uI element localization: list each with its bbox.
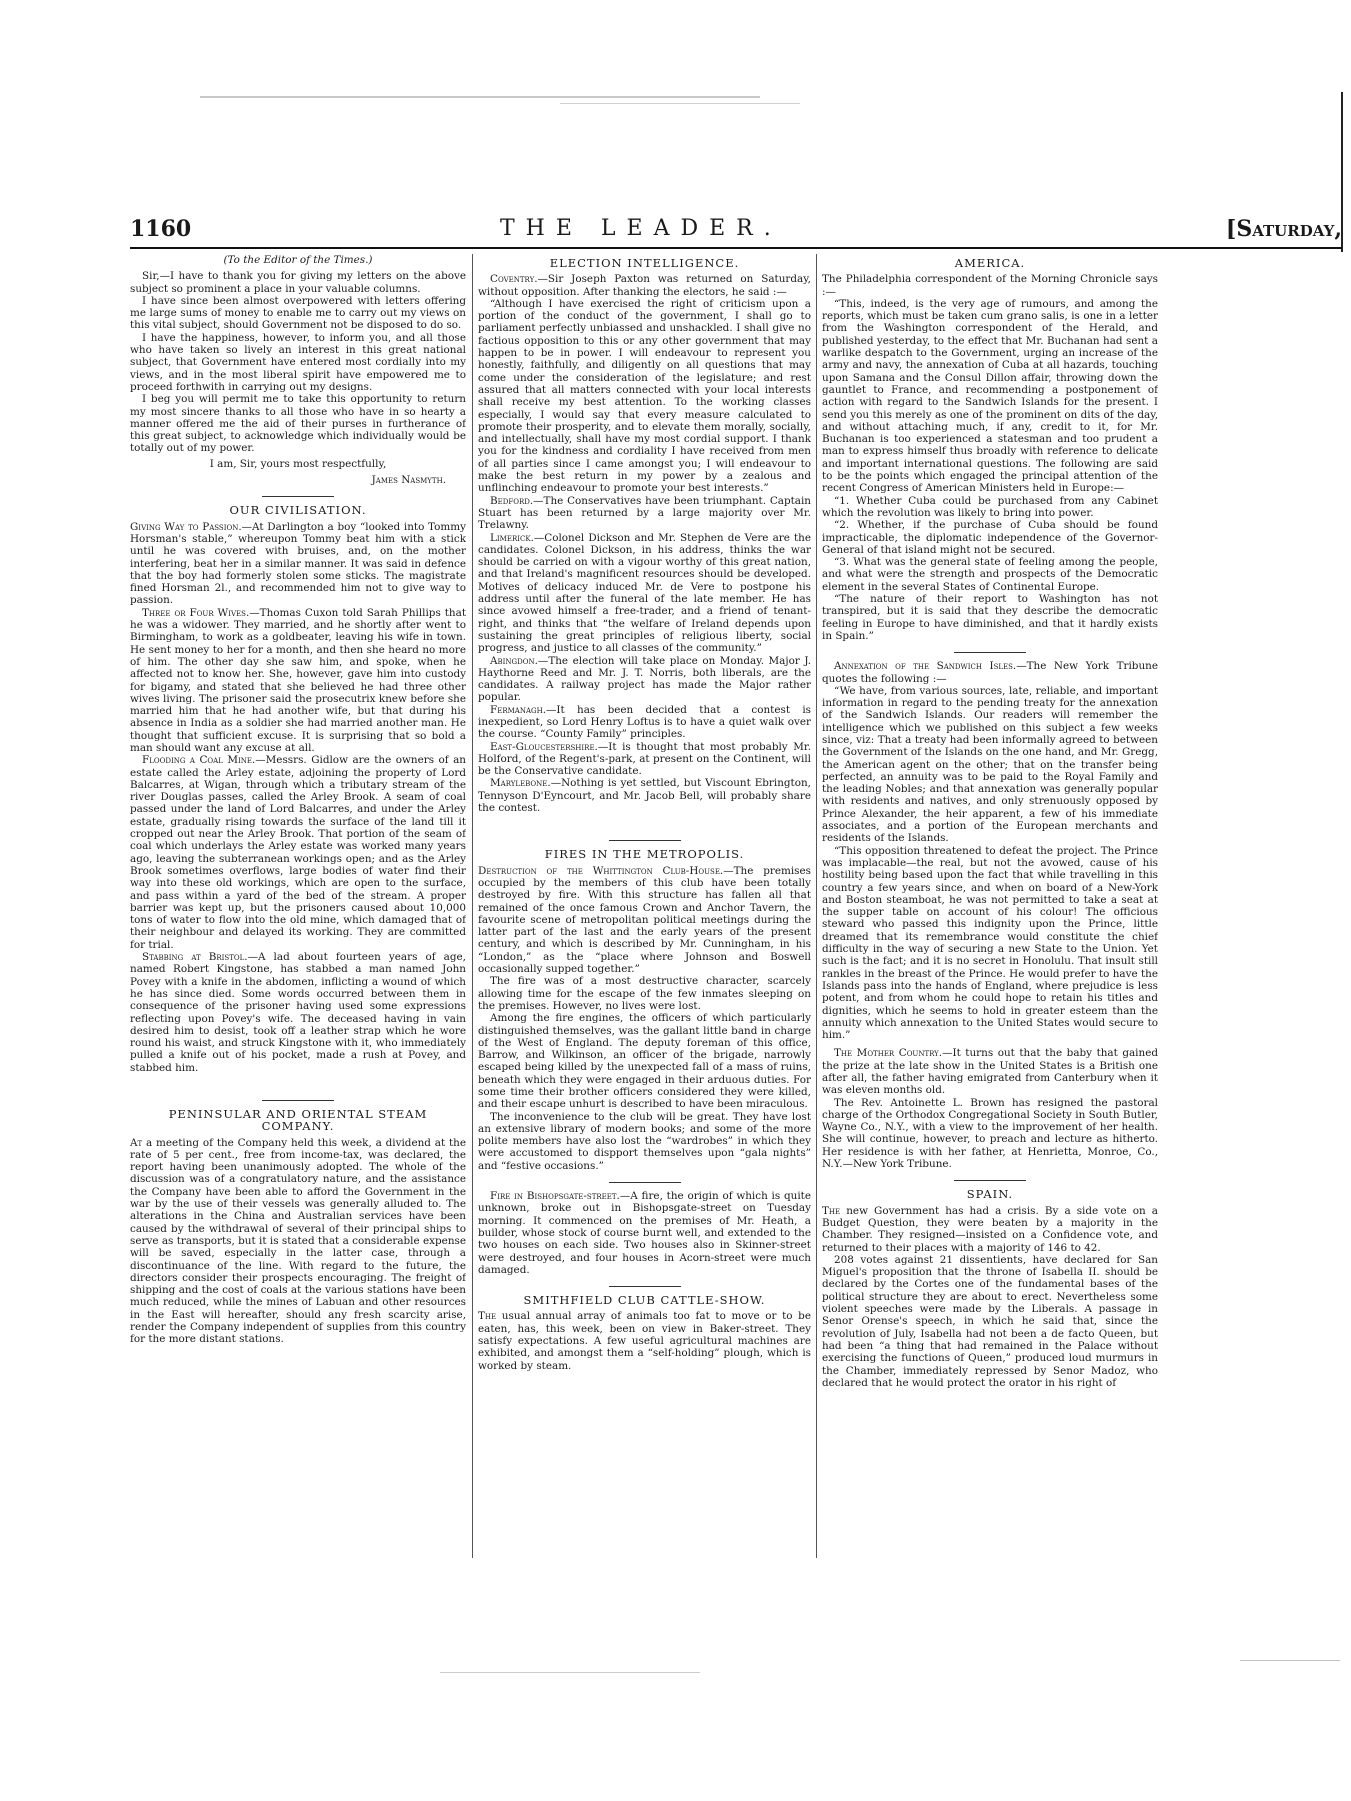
quoted-paragraph: “2. Whether, if the purchase of Cuba should be found impracticable, the diplomatic independence of the Governor-General of that island might not be secured. <box>822 519 1158 556</box>
letter-signature: James Nasmyth. <box>371 474 446 487</box>
paragraph-lead: Fire in Bishopsgate-street. <box>490 1190 620 1203</box>
section-rule <box>954 652 1026 653</box>
section-heading: OUR CIVILISATION. <box>229 503 367 518</box>
quoted-paragraph: “1. Whether Cuba could be purchased from any Cabinet which the revolution was likely to bring into power. <box>822 494 1158 519</box>
letter-paragraph: Sir,—I have to thank you for giving my letters on the above subject so prominent a place in your valuable columns. <box>130 270 466 295</box>
article-paragraph <box>478 495 811 532</box>
article-paragraph: The Rev. Antoinette L. Brown has resigned the pastoral charge of the Orthodox Congregational Society in South Butler, Wayne Co., N.Y., with a view to the improvement of her health. She will continue, however, to preach and lecture as hitherto. Her residence is with her father, at Henrietta, Monroe, Co., N.Y.—New York Tribune. <box>822 1096 1158 1171</box>
article-paragraph <box>130 521 466 607</box>
paragraph-body: —Nothing is yet settled, but Viscount Ebrington, Tennyson D'Eyncourt, and Mr. Jacob Bell, will probably share the contest. <box>478 777 811 815</box>
paragraph-lead: The Mother Country. <box>834 1047 943 1060</box>
paragraph-body: —At Darlington a boy “looked into Tommy Horsman's stable,” whereupon Tommy beat him with a stick until he was covered with bruises, and, on the mother interfering, beat her in a similar manner. It was said in defence that the boy had formerly stolen some sticks. The magistrate fined Horsman 2l., and recommended him not to give way to passion. <box>130 520 466 607</box>
paragraph-lead: East-Gloucestershire. <box>490 740 598 753</box>
paragraph-body: usual annual array of animals too fat to move or to be eaten, has, this week, been on view in Baker-street. They satisfy expectations. A few useful agricultural machines are exhibited, and amongst them a “self-holding” plough, which is worked by steam. <box>478 1310 811 1372</box>
article-paragraph <box>478 704 811 741</box>
paragraph-lead: At <box>130 1136 143 1149</box>
quoted-speech: “Although I have exercised the right of criticism upon a portion of the conduct of the government, I shall go to parliament perfectly unbiassed and unshackled. I shall give no factious opposition to this or any other government that may happen to be in power. I will endeavour to represent you honestly, faithfully, and diligently on all questions that may come under the consideration of the legislature; and rest assured that all matters connected with your local interests shall receive my best attention. To the working classes especially, I would say that every measure calculated to promote their prosperity, and to elevate them morally, socially, and intellectually, shall have my most cordial support. I thank you for the kindness and cordiality I have received from men of all parties since I came amongst you; I will endeavour to make the best return in my power by a zealous and unflinching endeavour to promote your best interests.” <box>478 297 811 495</box>
article-paragraph <box>478 741 811 778</box>
letter-paragraph: I beg you will permit me to take this opportunity to return my most sincere thanks to all those who have in so hearty a manner offered me the aid of their purses in furtherance of this great subject, to acknowledge which individually would be totally out of my power. <box>130 393 466 455</box>
paragraph-body: —Thomas Cuxon told Sarah Phillips that he was a widower. They married, and he shortly after went to Birmingham, to work as a goldbeater, leaving his wife in town. He sent money to her for a month, and then she heard no more of him. The other day she saw him, and spoke, when he affected not to know her. She, however, gave him into custody for bigamy, and stated that she believed he had three other wives living. The prisoner said the prosecutrix knew before she married him that he had another wife, but that during his absence in India as a soldier she had married another man. He thought that sufficient excuse. It is surprising that so bold a man should want any excuse at all. <box>130 606 466 754</box>
paragraph-body: —It has been decided that a contest is inexpedient, so Lord Henry Loftus is to have a quiet walk over the course. “County Family” principles. <box>478 703 811 741</box>
article-paragraph: The inconvenience to the club will be great. They have lost an extensive library of modern books; and some of the more polite members have also lost the “wardrobes” in which they were accustomed to dispport themselves upon “gala nights” and “festive occasions.” <box>478 1110 811 1172</box>
paragraph-lead: Stabbing at Bristol. <box>142 951 248 964</box>
section-rule <box>609 840 681 841</box>
paragraph-lead: Marylebone. <box>490 777 551 790</box>
section-heading: PENINSULAR AND ORIENTAL STEAM COMPANY. <box>168 1107 428 1134</box>
paragraph-lead: Giving Way to Passion. <box>130 520 242 533</box>
article-paragraph <box>478 655 811 704</box>
article-paragraph <box>130 607 466 755</box>
quoted-paragraph: “This opposition threatened to defeat the project. The Prince was implacable—the real, but not the avowed, cause of his hostility being based upon the fact that while travelling in this country a few years since, and when on board of a New-York and Boston steamboat, he was not permitted to take a seat at the supper table on account of his colour! The officious steward who passed this indignity upon the Prince, little dreamed that its remembrance would constitute the chief difficulty in the way of securing a new State to the Union. Yet such is the fact; and it is no secret in Honolulu. That insult still rankles in the breast of the Prince. He would prefer to have the Islands pass into the hands of England, where prejudice is less potent, and from whom he could hope to retain his titles and dignities, which he seems to hold in greater esteem than the annuity which annexation to the United States would secure to him.” <box>822 844 1158 1042</box>
letter-paragraph: I have the happiness, however, to inform you, and all those who have taken so lively an interest in this great national subject, that Government have entered most cordially into my views, and in the most liberal spirit have empowered me to proceed forthwith in carrying out my designs. <box>130 331 466 393</box>
quoted-paragraph: “3. What was the general state of feeling among the people, and what were the strength and prospects of the Democratic element in the several States of Continental Europe. <box>822 556 1158 593</box>
article-paragraph <box>478 532 811 655</box>
paragraph-body: —The New York Tribune quotes the following :— <box>822 660 1158 685</box>
article-paragraph: Among the fire engines, the officers of which particularly distinguished themselves, was the gallant little band in charge of the West of England. The deputy foreman of this office, Barrow, and Wilkinson, an officer of the brigade, narrowly escaped being killed by the unexpected fall of a mass of ruins, beneath which they were engaged in their arduous duties. For some time their brother officers considered they were killed, and their escape unhurt is described to have been miraculous. <box>478 1012 811 1111</box>
article-paragraph <box>478 1190 811 1276</box>
section-heading: SPAIN. <box>966 1187 1014 1202</box>
article-paragraph <box>478 777 811 814</box>
paragraph-body: new Government has had a crisis. By a side vote on a Budget Question, they were beaten by a majority in the Chamber. They resigned—insisted on a Confidence vote, and returned to their places with a majority of 146 to 42. <box>822 1204 1158 1254</box>
paragraph-lead: Fermanagh. <box>490 703 546 716</box>
column-divider <box>816 254 817 1558</box>
paragraph-lead: Annexation of the Sandwich Isles. <box>834 660 1017 673</box>
article-paragraph: The fire was of a most destructive character, scarcely allowing time for the escape of the few inmates sleeping on the premises. However, no lives were lost. <box>478 975 811 1012</box>
paragraph-body: —The premises occupied by the members of this club have been totally destroyed by fire. With this structure has fallen all that remained of the once famous Crown and Anchor Tavern, the favourite scene of metropolitan political meetings during the latter part of the last and the early years of the present century, and which is described by Mr. Cunningham, in his “London,” as the “place where Johnson and Boswell occasionally supped together.” <box>478 864 811 976</box>
article-paragraph <box>822 1047 1158 1096</box>
article-paragraph: The Philadelphia correspondent of the Morning Chronicle says :— <box>822 273 1158 298</box>
paragraph-lead: The <box>822 1204 841 1217</box>
quoted-paragraph: “The nature of their report to Washington has not transpired, but it is said that they describe the democratic feeling in Europe to have diminished, and that it hardly exists in Spain.” <box>822 593 1158 642</box>
article-paragraph <box>130 951 466 1074</box>
section-rule <box>262 1100 334 1101</box>
masthead <box>130 216 1342 246</box>
page-number: 1160 <box>130 216 192 242</box>
paragraph-body: —A lad about fourteen years of age, named Robert Kingstone, has stabbed a man named John Povey with a knife in the abdomen, inflicting a wound of which he has since died. Some words occurred between them in consequence of the prisoner having used some expressions reflecting upon Povey's wife. The deceased having in vain desired him to desist, took off a leather strap which he wore round his waist, and struck Kingstone with it, who immediately pulled a knife out of his pocket, made a rush at Povey, and stabbed him. <box>130 951 466 1074</box>
masthead-rule <box>130 247 1342 249</box>
section-rule <box>609 1286 681 1287</box>
paragraph-lead: The <box>478 1310 497 1323</box>
scan-smudge <box>200 96 760 98</box>
scan-smudge <box>560 103 800 104</box>
section-heading: FIRES IN THE METROPOLIS. <box>544 847 745 862</box>
column-2 <box>478 254 811 1564</box>
paragraph-body: —Colonel Dickson and Mr. Stephen de Vere are the candidates. Colonel Dickson, in his address, thinks the war should be carried on with a vigour worthy of this great nation, and that Ireland's magnificent resources should be developed. Motives of delicacy induced Mr. de Vere to postpone his address until after the funeral of the late member. He has since avowed himself a free-trader, and a friend of tenant-right, and thinks that “the welfare of Ireland depends upon sustaining the great principles of religious liberty, social progress, and justice to all classes of the community.” <box>478 531 811 655</box>
section-heading: AMERICA. <box>954 256 1026 270</box>
paragraph-body: —A fire, the origin of which is quite unknown, broke out in Bishopsgate-street on Tuesday morning. It commenced on the premises of Mr. Heath, a builder, whose stock of course burnt well, and extended to the two houses on each side. Two houses also in Skinner-street were destroyed, and four houses in Acorn-street were much damaged. <box>478 1190 811 1276</box>
article-paragraph: 208 votes against 21 dissentients, have declared for San Miguel's proposition that the throne of Isabella II. should be declared by the Cortes one of the fundamental bases of the political structure they are about to erect. Nevertheless some violent speeches were made by the Liberals. A passage in Senor Orense's speech, in which he said that, since the revolution of July, Isabella had not been a de facto Queen, but had been “a thing that had remained in the Palace without exercising the functions of Queen,” produced loud murmurs in the Chamber, immediately repressed by Senor Madoz, who declared that he would protect the orator in his right of <box>822 1253 1158 1389</box>
letter-paragraph: I have since been almost overpowered with letters offering me large sums of money to enable me to carry out my views on this vital subject, should Government not be disposed to do so. <box>130 294 466 332</box>
paragraph-lead: Abingdon. <box>490 654 538 667</box>
letter-close: I am, Sir, yours most respectfully, <box>209 457 387 470</box>
letter-intro: (To the Editor of the Times.) <box>223 254 373 266</box>
article-paragraph <box>130 1137 466 1346</box>
paragraph-body: —Messrs. Gidlow are the owners of an estate called the Arley estate, adjoining the property of Lord Balcarres, at Wigan, through which a tributary stream of the river Douglas passes, called the Arley Brook. A seam of coal passed under the land of Lord Balcarres, and under the Arley estate, gradually rising towards the surface of the land till it cropped out near the Arley Brook. That portion of the seam of coal which underlays the Arley estate was worked many years ago, leaving the subterranean workings open; and as the Arley Brook sometimes overflows, large bodies of water find their way into these old workings, which are open to the surface, and pass within a yard of the bed of the stream. A proper barrier was kept up, but the prisoners caused about 10,000 tons of water to flow into the old mine, which damaged that of their neighbour and delayed its working. They are committed for trial. <box>130 754 466 951</box>
paragraph-lead: Coventry. <box>490 273 538 286</box>
section-rule <box>954 1180 1026 1181</box>
article-paragraph <box>478 273 811 298</box>
paragraph-lead: Flooding a Coal Mine. <box>142 754 256 767</box>
scan-smudge <box>440 1672 700 1673</box>
column-3 <box>822 254 1158 1564</box>
article-paragraph <box>822 1205 1158 1254</box>
quoted-paragraph: “We have, from various sources, late, reliable, and important information in regard to the pending treaty for the annexation of the Sandwich Islands. Our readers will remember the intelligence which we published on this subject a few weeks since, viz: That a treaty had been informally agreed to between the Government of the Islands on the one hand, and Mr. Gregg, the American agent on the other; that on the transfer being perfected, an annuity was to be paid to the Royal Family and the leading Nobles; and that annexation was generally popular with residents and natives, and only strenuously opposed by Prince Alexander, the heir apparent, a few of his immediate associates, and a portion of the European merchants and residents of the Islands. <box>822 684 1158 845</box>
article-paragraph <box>478 1310 811 1371</box>
spacer <box>130 1074 466 1090</box>
paragraph-body: —The election will take place on Monday. Major J. Haythorne Reed and Mr. J. T. Norris, both liberals, are the candidates. A railway project has made the Major rather popular. <box>478 654 811 704</box>
section-heading: SMITHFIELD CLUB CATTLE-SHOW. <box>523 1293 766 1308</box>
paragraph-body: —It is thought that most probably Mr. Holford, of the Regent's-park, at present on the Continent, will be the Conservative candidate. <box>478 740 811 778</box>
paragraph-body: —The Conservatives have been triumphant. Captain Stuart has been returned by a large majority over Mr. Trelawny. <box>478 494 811 532</box>
paragraph-lead: Bedford. <box>490 494 534 507</box>
paper-title: THE LEADER. <box>500 216 782 241</box>
article-paragraph <box>822 660 1158 685</box>
paragraph-lead: Destruction of the Whittington Club-House. <box>478 864 724 877</box>
paragraph-body: a meeting of the Company held this week, a dividend at the rate of 5 per cent., free from income-tax, was declared, the report having been unanimously adopted. The whole of the discussion was of a congratulatory nature, and the assistance the Company have been able to afford the Government in the war by the use of their vessels was generally alluded to. The alterations in the China and Australian services have been caused by the withdrawal of several of their principal ships to serve as transports, but it is stated that a considerable expense will be saved, especially in the latter case, through a discontinuance of the line. With regard to the future, the directors consider their prospects encouraging. The freight of shipping and the cost of coals at the various stations have been much reduced, while the mines of Labuan and other resources in the East will hereafter, should any fresh scarcity arise, render the Company independent of supplies from this country for the more distant stations. <box>130 1136 466 1346</box>
quoted-paragraph: “This, indeed, is the very age of rumours, and among the reports, which must be taken cum grano salis, is one in a letter from the Washington correspondent of the Herald, and published yesterday, to the effect that Mr. Buchanan had sent a warlike despatch to the Government, urging an increase of the army and navy, the annexation of Cuba at all hazards, touching upon Samana and the Consul Dillon affair, throwing down the gauntlet to France, and recommending a postponement of action with regard to the Sandwich Islands for the present. I send you this merely as one of the prominent on dits of the day, and without attaching much, if any, credit to it, for Mr. Buchanan is too experienced a statesman and too prudent a man to express himself thus broadly with reference to delicate and important international questions. The following are said to be the points which engaged the principal attention of the recent Congress of American Ministers held in Europe:— <box>822 297 1158 495</box>
section-rule <box>609 1182 681 1183</box>
paragraph-body: —It turns out that the baby that gained the prize at the late show in the United States is a British one after all, the father having emigrated from Canterbury when it was eleven months old. <box>822 1047 1158 1097</box>
column-1 <box>130 254 466 1564</box>
spacer <box>478 814 811 830</box>
paragraph-lead: Three or Four Wives. <box>142 606 250 619</box>
column-divider <box>472 254 473 1558</box>
article-paragraph <box>478 865 811 976</box>
section-rule <box>262 496 334 497</box>
issue-day: [Saturday, <box>1225 216 1342 242</box>
section-heading: ELECTION INTELLIGENCE. <box>549 256 740 270</box>
scan-smudge <box>1240 1660 1340 1661</box>
article-paragraph <box>130 754 466 951</box>
paragraph-body: —Sir Joseph Paxton was returned on Saturday, without opposition. After thanking the electors, he said :— <box>478 273 811 298</box>
paragraph-lead: Limerick. <box>490 531 534 544</box>
